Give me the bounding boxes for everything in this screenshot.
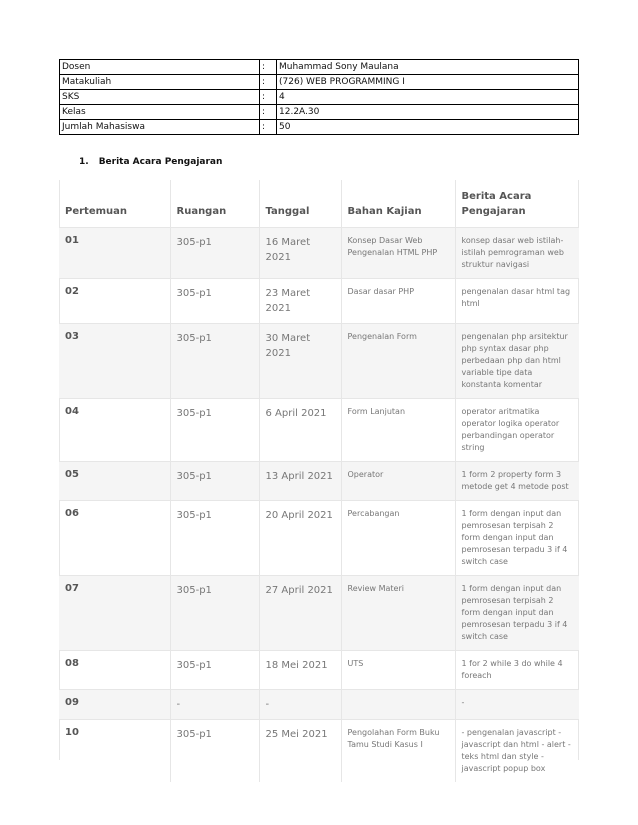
info-label: Matakuliah (60, 75, 260, 90)
cell-berita-acara: 1 form 2 property form 3 metode get 4 metode post (455, 462, 579, 501)
cell-berita-acara: 1 form dengan input dan pemrosesan terpisah 2 form dengan input dan pemrosesan terpadu 3 if 4 switch case (455, 501, 579, 576)
cell-berita-acara: pengenalan php arsitektur php syntax dasar php perbedaan php dan html variable tipe data konstanta komentar (455, 324, 579, 399)
cell-pertemuan: 03 (59, 324, 170, 399)
cell-bahan-kajian: Konsep Dasar Web Pengenalan HTML PHP (341, 228, 455, 279)
cell-ruangan: - (170, 690, 259, 720)
cell-pertemuan: 07 (59, 576, 170, 651)
table-header-row (59, 180, 579, 228)
cell-pertemuan: 08 (59, 651, 170, 690)
cell-bahan-kajian: UTS (341, 651, 455, 690)
info-separator: : (260, 75, 277, 90)
cell-berita-acara: - pengenalan javascript - javascript dan html - alert - teks html dan style - javascript popup box (455, 720, 579, 783)
info-label: Dosen (60, 60, 260, 75)
cell-ruangan: 305-p1 (170, 228, 259, 279)
section-title: Berita Acara Pengajaran (98, 157, 223, 167)
cell-pertemuan: 05 (59, 462, 170, 501)
cell-ruangan: 305-p1 (170, 720, 259, 783)
header-ruangan: Ruangan (170, 180, 259, 228)
cell-berita-acara: operator aritmatika operator logika operator perbandingan operator string (455, 399, 579, 462)
cell-tanggal: - (259, 690, 341, 720)
table-row (59, 501, 579, 576)
cell-bahan-kajian: Form Lanjutan (341, 399, 455, 462)
info-value: (726) WEB PROGRAMMING I (277, 75, 579, 90)
info-label: Jumlah Mahasiswa (60, 120, 260, 135)
cell-pertemuan: 01 (59, 228, 170, 279)
table-row (59, 651, 579, 690)
table-row (59, 228, 579, 279)
cell-berita-acara: konsep dasar web istilah-istilah pemrograman web struktur navigasi (455, 228, 579, 279)
header-berita-acara: Berita Acara Pengajaran (461, 191, 532, 217)
header-bahan-kajian: Bahan Kajian (341, 180, 455, 228)
cell-tanggal: 20 April 2021 (259, 501, 341, 576)
cell-tanggal: 13 April 2021 (259, 462, 341, 501)
info-label: SKS (60, 90, 260, 105)
cell-bahan-kajian: Dasar dasar PHP (341, 279, 455, 324)
info-row (60, 60, 579, 75)
cell-tanggal: 30 Maret 2021 (259, 324, 341, 399)
cell-pertemuan: 06 (59, 501, 170, 576)
cell-ruangan: 305-p1 (170, 399, 259, 462)
cell-pertemuan: 10 (59, 720, 170, 783)
cell-bahan-kajian: Operator (341, 462, 455, 501)
table-row (59, 399, 579, 462)
info-label: Kelas (60, 105, 260, 120)
info-value: Muhammad Sony Maulana (277, 60, 579, 75)
cell-bahan-kajian (341, 690, 455, 720)
info-row (60, 105, 579, 120)
table-row (59, 324, 579, 399)
cell-pertemuan: 04 (59, 399, 170, 462)
cell-tanggal: 18 Mei 2021 (259, 651, 341, 690)
info-value: 4 (277, 90, 579, 105)
cell-berita-acara: 1 form dengan input dan pemrosesan terpisah 2 form dengan input dan pemrosesan terpadu 3 if 4 switch case (455, 576, 579, 651)
cell-berita-acara: 1 for 2 while 3 do while 4 foreach (455, 651, 579, 690)
table-row (59, 279, 579, 324)
info-row (60, 75, 579, 90)
info-separator: : (260, 105, 277, 120)
header-tanggal: Tanggal (259, 180, 341, 228)
cell-tanggal: 25 Mei 2021 (259, 720, 341, 783)
table-row (59, 720, 579, 783)
header-pertemuan: Pertemuan (59, 180, 170, 228)
cell-ruangan: 305-p1 (170, 651, 259, 690)
cell-tanggal: 6 April 2021 (259, 399, 341, 462)
cell-bahan-kajian: Review Materi (341, 576, 455, 651)
berita-acara-table (59, 180, 579, 782)
cell-tanggal: 27 April 2021 (259, 576, 341, 651)
cell-ruangan: 305-p1 (170, 501, 259, 576)
cell-bahan-kajian: Pengolahan Form Buku Tamu Studi Kasus I (341, 720, 455, 783)
table-row (59, 462, 579, 501)
info-value: 12.2A.30 (277, 105, 579, 120)
info-table (59, 59, 579, 135)
info-separator: : (260, 90, 277, 105)
cell-ruangan: 305-p1 (170, 324, 259, 399)
cell-ruangan: 305-p1 (170, 576, 259, 651)
cell-berita-acara: - (455, 690, 579, 720)
section-heading (79, 157, 222, 167)
info-separator: : (260, 120, 277, 135)
cell-pertemuan: 09 (59, 690, 170, 720)
table-row (59, 690, 579, 720)
cell-bahan-kajian: Pengenalan Form (341, 324, 455, 399)
cell-ruangan: 305-p1 (170, 462, 259, 501)
info-value: 50 (277, 120, 579, 135)
cell-tanggal: 23 Maret 2021 (259, 279, 341, 324)
info-row (60, 120, 579, 135)
section-number: 1. (79, 157, 89, 167)
cell-pertemuan: 02 (59, 279, 170, 324)
cell-ruangan: 305-p1 (170, 279, 259, 324)
cell-berita-acara: pengenalan dasar html tag html (455, 279, 579, 324)
table-row (59, 576, 579, 651)
cell-bahan-kajian: Percabangan (341, 501, 455, 576)
cell-tanggal: 16 Maret 2021 (259, 228, 341, 279)
info-separator: : (260, 60, 277, 75)
info-row (60, 90, 579, 105)
